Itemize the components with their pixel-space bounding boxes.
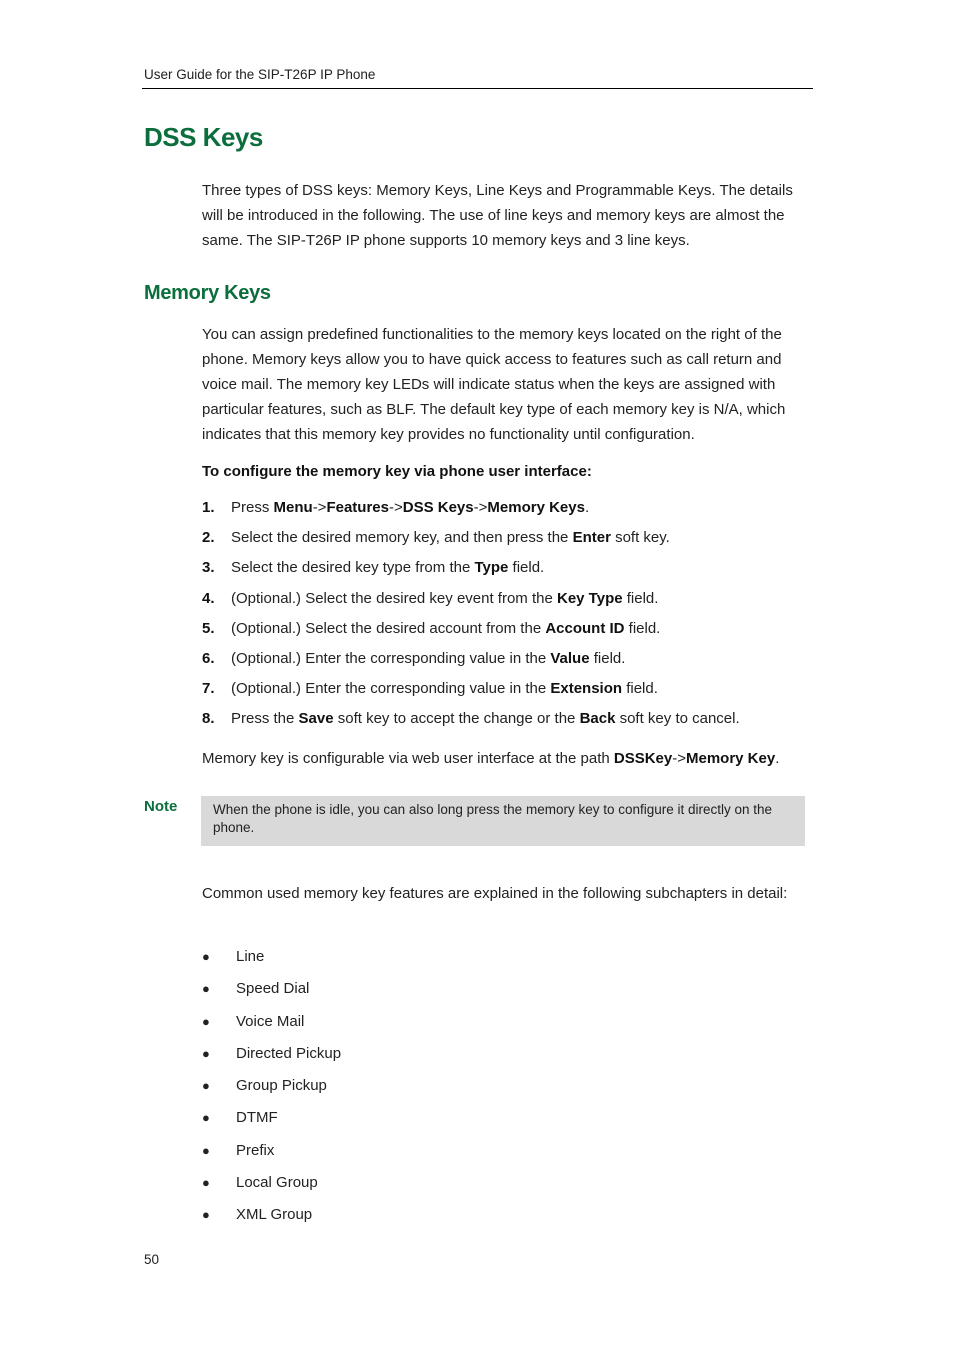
bullet-icon: ●: [202, 1175, 210, 1191]
list-item-label: XML Group: [236, 1206, 313, 1224]
list-item: [202, 1042, 341, 1074]
procedure-title: To configure the memory key via phone user interface:: [202, 463, 592, 480]
ui-term: Enter: [572, 529, 611, 547]
step-text-part: Select the desired key type from the: [231, 559, 475, 577]
list-item: [202, 1171, 341, 1203]
list-item-label: DTMF: [236, 1109, 278, 1127]
step-number: 8.: [202, 710, 215, 728]
bullet-icon: ●: [202, 981, 210, 997]
features-intro: Common used memory key features are explained in the following subchapters in detail:: [202, 885, 788, 902]
step-separator: ->: [312, 499, 327, 516]
ui-term: Extension: [550, 680, 623, 698]
list-item-label: Speed Dial: [236, 980, 310, 998]
ui-term: Back: [579, 710, 616, 728]
bullet-icon: ●: [202, 1207, 210, 1223]
step-text-part: Select the desired memory key, and then press the: [231, 529, 573, 547]
step-text-part: Press the: [231, 710, 299, 728]
procedure-step: [202, 647, 814, 677]
bullet-icon: ●: [202, 1078, 210, 1094]
step-text-part: field.: [622, 589, 659, 607]
list-item-label: Local Group: [236, 1174, 318, 1192]
section-title-dss-keys: DSS Keys: [144, 122, 263, 152]
step-number: 4.: [202, 589, 215, 607]
step-text: [231, 677, 658, 707]
bullet-icon: ●: [202, 1045, 210, 1061]
list-item: [202, 1106, 341, 1138]
list-item-label: Directed Pickup: [236, 1044, 342, 1062]
step-text: [231, 496, 589, 526]
step-separator: ->: [388, 499, 403, 516]
procedure-step: [202, 617, 814, 647]
running-header: User Guide for the SIP-T26P IP Phone: [144, 67, 376, 82]
step-text: [231, 647, 625, 677]
step-separator: ->: [473, 499, 488, 516]
step-text-part: (Optional.) Enter the corresponding value in the: [231, 649, 551, 667]
procedure-step: [202, 677, 814, 707]
step-number: 5.: [202, 619, 215, 637]
ui-term: Menu: [273, 499, 313, 516]
step-text-part: field.: [622, 680, 658, 698]
step-text-part: soft key.: [610, 529, 670, 547]
list-item-label: Group Pickup: [236, 1077, 327, 1095]
procedure-step: [202, 707, 814, 737]
step-text-part: field.: [508, 559, 545, 577]
step-text: [231, 617, 660, 647]
page-number: 50: [144, 1252, 160, 1267]
procedure-step: [202, 526, 814, 556]
step-text-part: Press: [231, 499, 274, 516]
ui-term: Features: [326, 499, 389, 516]
ui-term: Key Type: [557, 589, 623, 607]
ui-term: Memory Keys: [487, 499, 585, 516]
path-separator: ->: [672, 750, 686, 767]
step-number: 2.: [202, 529, 215, 547]
paragraph-text: .: [775, 750, 780, 767]
procedure-step: [202, 587, 814, 617]
ui-term: DSSKey: [613, 750, 673, 767]
web-path-paragraph: [202, 746, 814, 771]
step-text-part: field.: [589, 649, 626, 667]
step-text: [231, 526, 670, 556]
bullet-icon: ●: [202, 1142, 210, 1158]
note-box: [201, 796, 805, 846]
bullet-icon: ●: [202, 1013, 210, 1029]
procedure-steps: [202, 496, 814, 738]
step-text-part: (Optional.) Enter the corresponding value in the: [231, 680, 551, 698]
note-label: Note: [144, 798, 178, 815]
header-rule: [142, 88, 813, 89]
list-item: [202, 1074, 341, 1106]
list-item: [202, 1203, 341, 1235]
step-text-part: (Optional.) Select the desired account from the: [231, 619, 546, 637]
list-item: [202, 945, 341, 977]
step-number: 3.: [202, 559, 215, 577]
memory-keys-intro: You can assign predefined functionalities to the memory keys located on the right of the phone. Memory keys allow you to have quick access to features such as call return and voice mail. The memory key LEDs will indicate status when the keys are assigned with particular features, such as BLF. The default key type of each memory key is N/A, which indicates that this memory key provides no functionality until configuration.: [202, 326, 786, 443]
subsection-title-memory-keys: Memory Keys: [144, 282, 271, 304]
step-text: [231, 707, 740, 737]
step-text-part: .: [584, 499, 590, 516]
step-number: 7.: [202, 680, 215, 698]
bullet-icon: ●: [202, 1110, 210, 1126]
feature-list: [202, 945, 341, 1236]
ui-term: Save: [298, 710, 334, 728]
ui-term: Value: [550, 649, 590, 667]
procedure-step: [202, 556, 814, 586]
list-item-label: Prefix: [236, 1141, 275, 1159]
ui-term: Memory Key: [686, 750, 776, 767]
step-number: 6.: [202, 649, 215, 667]
step-text: [231, 587, 658, 617]
list-item: [202, 1010, 341, 1042]
step-text-part: (Optional.) Select the desired key event from the: [231, 589, 557, 607]
note-text: When the phone is idle, you can also long press the memory key to configure it directly on the phone.: [213, 802, 773, 835]
list-item: [202, 977, 341, 1009]
dss-keys-intro: Three types of DSS keys: Memory Keys, Line Keys and Programmable Keys. The details will be introduced in the following. The use of line keys and memory keys are almost the same. The SIP-T26P IP phone supports 10 memory keys and 3 line keys.: [202, 182, 793, 249]
step-text-part: soft key to accept the change or the: [333, 710, 580, 728]
list-item: [202, 1139, 341, 1171]
step-number: 1.: [202, 499, 215, 516]
step-text: [231, 556, 544, 586]
list-item-label: Line: [236, 948, 265, 965]
step-text-part: soft key to cancel.: [615, 710, 740, 728]
list-item-label: Voice Mail: [236, 1012, 305, 1030]
ui-term: Account ID: [545, 619, 625, 637]
step-text-part: field.: [624, 619, 661, 637]
procedure-step: [202, 496, 814, 526]
ui-term: DSS Keys: [402, 499, 474, 516]
ui-term: Type: [474, 559, 509, 577]
paragraph-text: Memory key is configurable via web user interface at the path: [202, 750, 614, 767]
bullet-icon: ●: [202, 949, 210, 964]
